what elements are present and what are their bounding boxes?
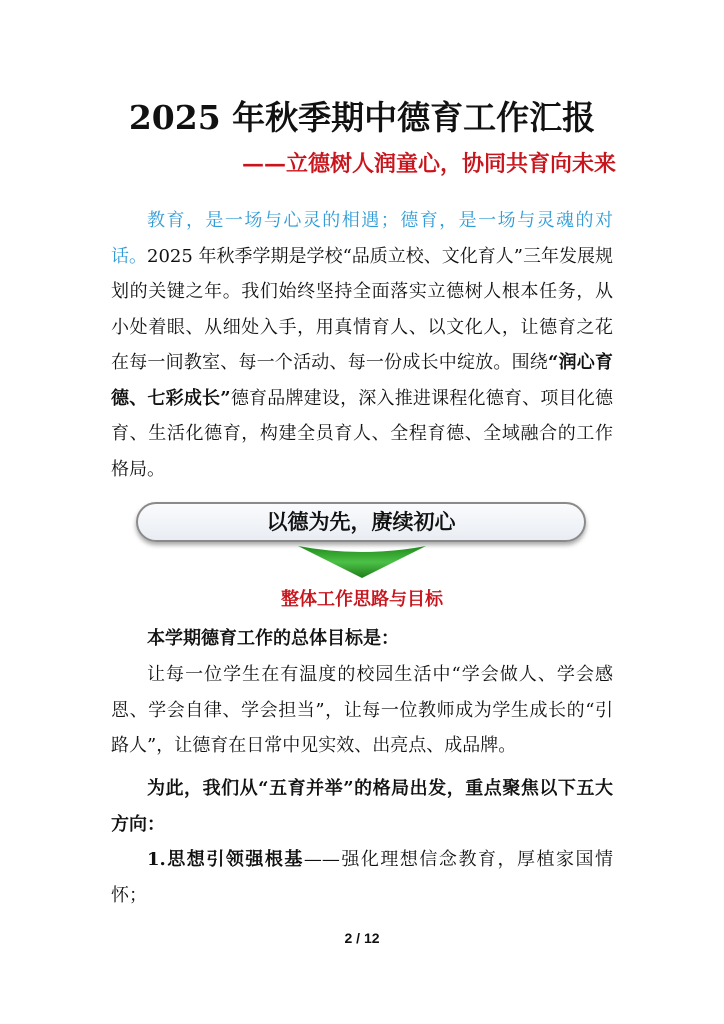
section-banner-label: 以德为先，赓续初心 [266, 509, 456, 534]
intro-blue-text: 教育，是一场与心灵的相遇；德育，是一场与灵魂的对话。 [111, 210, 613, 267]
goal-paragraph: 让每一位学生在有温度的校园生活中“学会做人、学会感恩、学会自律、学会担当”，让每一位教师成为学生成长的“引路人”，让德育在日常中见实效、出亮点、成品牌。 [111, 664, 613, 756]
goal-lead: 本学期德育工作的总体目标是： [147, 628, 399, 649]
direction-item-1-text: ——强化理想信念教育，厚植家国情怀； [111, 849, 614, 906]
page-subtitle: ——立德树人润童心，协同共育向未来 [241, 151, 616, 177]
intro-paragraph [111, 203, 613, 487]
intro-brand-text: “润心育德、七彩成长” [111, 352, 613, 409]
direction-item-1-title: 1.思想引领强根基 [147, 849, 304, 870]
direction-item-1 [111, 842, 613, 913]
down-arrow-icon [296, 544, 428, 580]
section-heading: 整体工作思路与目标 [281, 589, 443, 610]
intro-text-b: 德育品牌建设，深入推进课程化德育、项目化德育、生活化德育，构建全员育人、全程育德、全域融合的工作格局。 [111, 387, 613, 480]
directions-lead: 为此，我们从“五育并举”的格局出发，重点聚焦以下五大方向： [111, 778, 613, 835]
page-title: 2025 年秋季期中德育工作汇报 [128, 98, 596, 137]
page-number: 2 / 12 [344, 930, 380, 946]
intro-text-a: 2025 年秋季学期是学校“品质立校、文化育人”三年发展规划的关键之年。我们始终坚持全面落实立德树人根本任务，从小处着眼、从细处入手，用真情育人、以文化人，让德育之花在每一间教室、每一个活动、每一份成长中绽放。围绕 [111, 245, 614, 373]
section-banner [136, 502, 586, 542]
